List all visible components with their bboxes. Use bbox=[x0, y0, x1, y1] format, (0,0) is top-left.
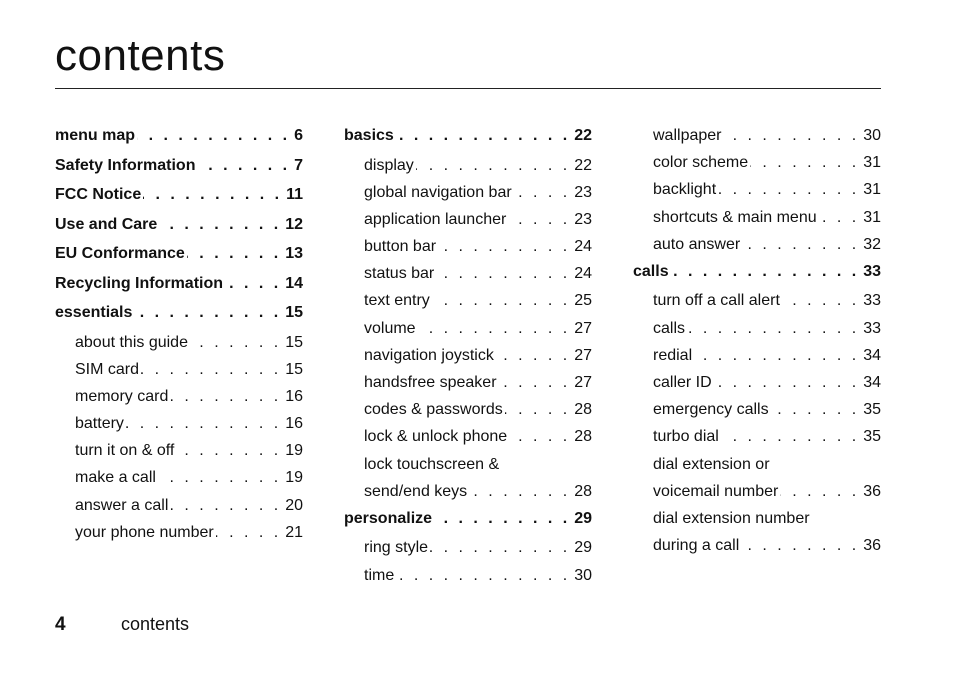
toc-entry-page-number: 36 bbox=[863, 482, 881, 500]
footer-page-number: 4 bbox=[55, 614, 66, 635]
toc-entry-label: calls bbox=[633, 262, 669, 280]
toc-entry-label: answer a call bbox=[75, 496, 169, 514]
toc-entry[interactable] bbox=[344, 401, 592, 428]
toc-entry-page-number: 24 bbox=[574, 265, 592, 283]
toc-entry[interactable] bbox=[633, 510, 881, 537]
toc-leader-dots bbox=[714, 374, 860, 392]
toc-leader-dots bbox=[469, 483, 570, 501]
toc-leader-dots bbox=[170, 497, 281, 515]
toc-entry-page-number: 28 bbox=[574, 482, 592, 500]
toc-entry-page-number: 14 bbox=[285, 274, 303, 292]
toc-entry-page-number: 33 bbox=[863, 262, 881, 280]
toc-entry-label: Safety Information bbox=[55, 156, 196, 174]
toc-entry-label: auto answer bbox=[653, 235, 741, 253]
toc-leader-dots bbox=[190, 334, 281, 352]
toc-leader-dots bbox=[159, 216, 281, 234]
toc-entry[interactable] bbox=[633, 127, 881, 154]
toc-entry-label: shortcuts & main menu bbox=[653, 208, 817, 226]
toc-entry-label: emergency calls bbox=[653, 401, 769, 419]
toc-entry[interactable] bbox=[633, 154, 881, 181]
toc-entry-label: status bar bbox=[364, 265, 435, 283]
toc-entry-page-number: 30 bbox=[574, 566, 592, 584]
toc-entry[interactable] bbox=[55, 216, 303, 246]
toc-entry-page-number: 16 bbox=[285, 415, 303, 433]
page-title: contents bbox=[55, 31, 226, 80]
toc-entry[interactable] bbox=[633, 428, 881, 455]
toc-entry[interactable] bbox=[633, 483, 881, 510]
toc-leader-dots bbox=[671, 263, 860, 281]
toc-entry-label: calls bbox=[653, 319, 686, 337]
toc-entry[interactable] bbox=[633, 456, 881, 483]
toc-entry[interactable] bbox=[55, 127, 303, 157]
toc-entry-label: button bar bbox=[364, 238, 437, 256]
toc-entry-page-number: 27 bbox=[574, 374, 592, 391]
toc-leader-dots bbox=[514, 184, 571, 202]
toc-entry-label: wallpaper bbox=[653, 127, 722, 144]
toc-entry-label: redial bbox=[653, 346, 693, 364]
toc-leader-dots bbox=[187, 245, 281, 263]
toc-entry[interactable] bbox=[344, 483, 592, 510]
toc-entry-page-number: 6 bbox=[294, 127, 303, 144]
toc-leader-dots bbox=[126, 415, 281, 433]
toc-entry[interactable] bbox=[344, 184, 592, 211]
toc-entry-label: dial extension or bbox=[653, 455, 770, 473]
toc-entry-page-number: 23 bbox=[574, 183, 592, 201]
toc-leader-dots bbox=[432, 292, 570, 310]
toc-leader-dots bbox=[687, 320, 859, 338]
toc-entry[interactable] bbox=[344, 456, 592, 483]
toc-entry-label: text entry bbox=[364, 292, 430, 310]
toc-leader-dots bbox=[134, 304, 281, 322]
toc-entry-label: EU Conformance bbox=[55, 245, 185, 262]
toc-entry-label: Recycling Information bbox=[55, 274, 224, 292]
toc-entry[interactable] bbox=[55, 157, 303, 187]
toc-leader-dots bbox=[176, 442, 281, 460]
toc-column-3 bbox=[633, 127, 881, 564]
footer-label: contents bbox=[121, 614, 190, 634]
toc-entry-page-number: 22 bbox=[574, 127, 592, 144]
toc-entry[interactable] bbox=[633, 401, 881, 428]
toc-entry[interactable] bbox=[344, 320, 592, 347]
toc-entry-label: menu map bbox=[55, 127, 136, 144]
toc-entry[interactable] bbox=[344, 127, 592, 157]
toc-entry-label: memory card bbox=[75, 387, 169, 405]
toc-leader-dots bbox=[197, 157, 290, 175]
toc-leader-dots bbox=[141, 361, 281, 379]
toc-leader-dots bbox=[430, 539, 570, 557]
toc-entry-page-number: 31 bbox=[863, 154, 881, 172]
toc-entry-page-number: 7 bbox=[294, 156, 303, 174]
toc-entry[interactable] bbox=[55, 245, 303, 275]
toc-entry[interactable] bbox=[55, 469, 303, 496]
toc-leader-dots bbox=[158, 469, 281, 487]
toc-entry-page-number: 28 bbox=[574, 428, 592, 446]
toc-entry[interactable] bbox=[633, 320, 881, 347]
toc-entry-page-number: 22 bbox=[574, 156, 592, 174]
toc-entry-page-number: 34 bbox=[863, 346, 881, 364]
toc-leader-dots bbox=[143, 186, 282, 204]
toc-entry-page-number: 31 bbox=[863, 208, 881, 226]
toc-leader-dots bbox=[170, 388, 281, 406]
toc-entry-page-number: 23 bbox=[574, 210, 592, 228]
toc-entry[interactable] bbox=[633, 347, 881, 374]
toc-entry-page-number: 11 bbox=[286, 186, 303, 203]
toc-entry-page-number: 29 bbox=[574, 539, 592, 557]
toc-entry-label: lock touchscreen & bbox=[364, 455, 500, 473]
toc-entry-page-number: 25 bbox=[574, 292, 592, 310]
toc-entry-page-number: 13 bbox=[285, 245, 303, 262]
toc-entry-label: turn it on & off bbox=[75, 442, 175, 460]
toc-entry-label: battery bbox=[75, 415, 124, 433]
toc-entry-page-number: 31 bbox=[863, 181, 881, 199]
toc-entry-label: FCC Notice bbox=[55, 186, 142, 203]
toc-entry[interactable] bbox=[55, 304, 303, 334]
toc-entry-label: personalize bbox=[344, 509, 433, 527]
toc-entry-page-number: 16 bbox=[285, 387, 303, 405]
toc-entry[interactable] bbox=[344, 567, 592, 594]
toc-entry-page-number: 36 bbox=[863, 537, 881, 555]
toc-entry[interactable] bbox=[344, 347, 592, 374]
toc-entry-label: lock & unlock phone bbox=[364, 428, 508, 446]
toc-entry[interactable] bbox=[344, 428, 592, 455]
toc-entry[interactable] bbox=[344, 157, 592, 184]
toc-leader-dots bbox=[496, 347, 570, 365]
toc-column-1 bbox=[55, 127, 303, 551]
toc-entry-label: Use and Care bbox=[55, 215, 158, 233]
toc-entry[interactable] bbox=[55, 275, 303, 305]
toc-entry-label: codes & passwords bbox=[364, 401, 503, 419]
toc-entry-page-number: 15 bbox=[285, 333, 303, 351]
toc-entry-label: application launcher bbox=[364, 210, 507, 228]
toc-leader-dots bbox=[819, 209, 860, 227]
toc-entry-label: SIM card bbox=[75, 360, 140, 378]
toc-leader-dots bbox=[434, 510, 570, 528]
toc-entry-label: voicemail number bbox=[653, 482, 779, 500]
toc-leader-dots bbox=[723, 127, 859, 145]
toc-entry[interactable] bbox=[55, 388, 303, 415]
toc-entry-page-number: 29 bbox=[574, 509, 592, 527]
toc-entry-page-number: 15 bbox=[285, 360, 303, 378]
toc-entry-label: basics bbox=[344, 127, 394, 144]
toc-leader-dots bbox=[509, 428, 570, 446]
toc-leader-dots bbox=[741, 537, 859, 555]
toc-entry-page-number: 32 bbox=[863, 235, 881, 253]
toc-entry[interactable] bbox=[344, 292, 592, 319]
toc-leader-dots bbox=[438, 238, 570, 256]
toc-entry-label: send/end keys bbox=[364, 482, 468, 500]
toc-entry-label: caller ID bbox=[653, 374, 712, 391]
toc-entry-page-number: 21 bbox=[285, 523, 303, 541]
toc-leader-dots bbox=[436, 265, 570, 283]
toc-leader-dots bbox=[771, 401, 860, 419]
toc-entry-label: color scheme bbox=[653, 154, 749, 172]
toc-leader-dots bbox=[721, 428, 859, 446]
toc-entry-page-number: 27 bbox=[574, 346, 592, 364]
toc-entry[interactable] bbox=[633, 292, 881, 319]
toc-leader-dots bbox=[742, 236, 859, 254]
toc-entry-label: time bbox=[364, 566, 395, 584]
toc-entry[interactable] bbox=[344, 374, 592, 401]
toc-entry-page-number: 30 bbox=[863, 127, 881, 144]
toc-entry-page-number: 19 bbox=[285, 442, 303, 460]
title-divider bbox=[55, 88, 881, 89]
toc-entry-label: display bbox=[364, 156, 414, 174]
toc-entry-label: ring style bbox=[364, 539, 429, 557]
toc-leader-dots bbox=[396, 127, 570, 145]
toc-entry-page-number: 35 bbox=[863, 401, 881, 419]
toc-leader-dots bbox=[694, 347, 859, 365]
toc-leader-dots bbox=[418, 320, 571, 338]
toc-leader-dots bbox=[750, 154, 859, 172]
toc-entry-page-number: 28 bbox=[574, 401, 592, 419]
toc-entry[interactable] bbox=[633, 537, 881, 564]
toc-entry-page-number: 27 bbox=[574, 319, 592, 337]
toc-entry[interactable] bbox=[344, 211, 592, 238]
toc-entry[interactable] bbox=[55, 524, 303, 551]
toc-leader-dots bbox=[396, 567, 570, 585]
toc-leader-dots bbox=[718, 181, 859, 199]
toc-entry[interactable] bbox=[344, 265, 592, 292]
toc-entry-page-number: 20 bbox=[285, 496, 303, 514]
toc-entry[interactable] bbox=[633, 263, 881, 293]
toc-leader-dots bbox=[508, 211, 570, 229]
toc-entry-label: turbo dial bbox=[653, 428, 719, 446]
toc-entry-page-number: 12 bbox=[285, 215, 303, 233]
toc-entry-page-number: 35 bbox=[863, 428, 881, 446]
toc-leader-dots bbox=[216, 524, 281, 542]
toc-entry[interactable] bbox=[55, 497, 303, 524]
toc-entry-page-number: 19 bbox=[285, 469, 303, 487]
toc-leader-dots bbox=[780, 483, 859, 501]
toc-entry-label: navigation joystick bbox=[364, 346, 494, 364]
toc-entry[interactable] bbox=[344, 238, 592, 265]
toc-entry-label: dial extension number bbox=[653, 509, 810, 527]
toc-entry[interactable] bbox=[344, 510, 592, 540]
toc-leader-dots bbox=[499, 374, 571, 392]
toc-entry-label: handsfree speaker bbox=[364, 374, 497, 391]
toc-entry-page-number: 24 bbox=[574, 238, 592, 256]
toc-entry-label: essentials bbox=[55, 304, 133, 321]
toc-leader-dots bbox=[225, 275, 281, 293]
toc-entry-label: make a call bbox=[75, 469, 156, 487]
toc-entry[interactable] bbox=[55, 186, 303, 216]
toc-entry[interactable] bbox=[55, 442, 303, 469]
toc-entry[interactable] bbox=[55, 334, 303, 361]
toc-entry-label: backlight bbox=[653, 181, 717, 199]
toc-entry-label: about this guide bbox=[75, 333, 188, 351]
toc-entry-label: volume bbox=[364, 319, 416, 337]
toc-entry-page-number: 15 bbox=[285, 304, 303, 321]
toc-leader-dots bbox=[416, 157, 570, 175]
toc-entry[interactable] bbox=[633, 181, 881, 208]
toc-leader-dots bbox=[782, 292, 859, 310]
toc-entry-page-number: 33 bbox=[863, 292, 881, 310]
toc-entry-label: your phone number bbox=[75, 523, 214, 541]
toc-entry-label: during a call bbox=[653, 537, 740, 555]
toc-leader-dots bbox=[137, 127, 290, 145]
toc-entry-page-number: 34 bbox=[863, 374, 881, 391]
toc-entry[interactable] bbox=[633, 236, 881, 263]
toc-column-2 bbox=[344, 127, 592, 594]
toc-entry-page-number: 33 bbox=[863, 319, 881, 337]
toc-leader-dots bbox=[505, 401, 570, 419]
toc-entry[interactable] bbox=[55, 415, 303, 442]
toc-entry-label: global navigation bar bbox=[364, 183, 512, 201]
toc-entry[interactable] bbox=[633, 374, 881, 401]
toc-entry-label: turn off a call alert bbox=[653, 292, 780, 310]
toc-entry[interactable] bbox=[55, 361, 303, 388]
toc-entry[interactable] bbox=[633, 209, 881, 236]
toc-entry[interactable] bbox=[344, 539, 592, 566]
